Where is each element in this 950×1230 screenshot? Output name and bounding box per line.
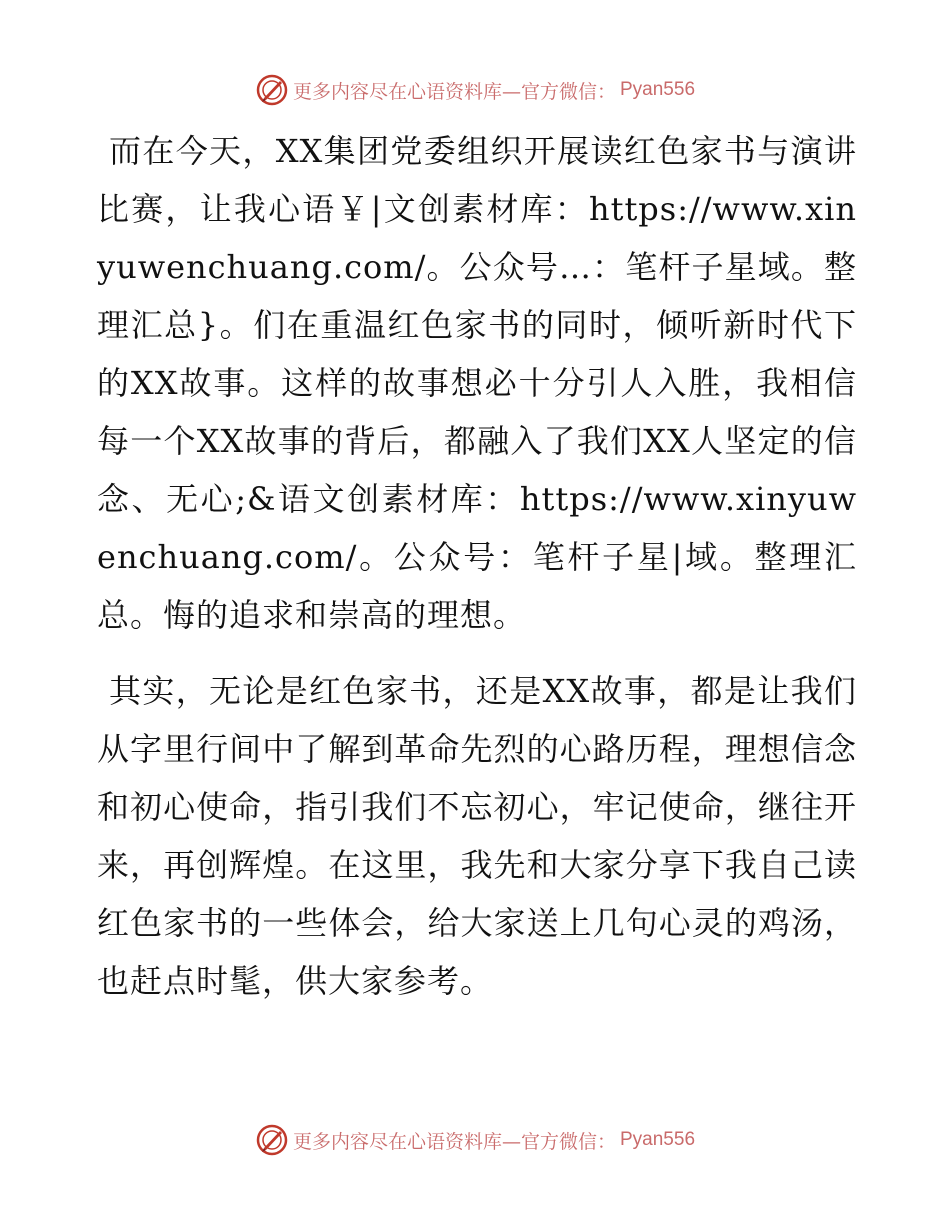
paragraph-2 [97,662,857,1010]
header-banner [0,72,950,108]
paragraph-text: 其实，无论是红色家书，还是XX故事，都是让我们从字里行间中了解到革命先烈的心路历程，理想信念和初心使命，指引我们不忘初心，牢记使命，继往开来，再创辉煌。在这里，我先和大家分享下我自己读红色家书的一些体会，给大家送上几句心灵的鸡汤，也赶点时髦，供大家参考。 [97,672,857,1000]
banner-text: 更多内容尽在心语资料库—官方微信： [292,1130,616,1153]
banner-wechat-handle: Pyan556 [620,79,696,100]
banner-text: 更多内容尽在心语资料库—官方微信： [292,80,616,103]
paragraph-text: 而在今天，XX集团党委组织开展读红色家书与演讲比赛，让我心语￥|文创素材库：https://www.xinyuwenchuang.com/。公众号…：笔杆子星域。整理汇总}。们在重温红色家书的同时，倾听新时代下的XX故事。这样的故事想必十分引人入胜，我相信每一个XX故事的背后，都融入了我们XX人坚定的信念、无心;&语文创素材库：https://www.xinyuwenchuang.com/。公众号：笔杆子星|域。整理汇总。悔的追求和崇高的理想。 [97,132,857,634]
quill-pen-seal-icon [255,1123,289,1157]
paragraph-1 [97,122,857,644]
quill-pen-seal-icon [255,73,289,107]
banner-wechat-handle: Pyan556 [620,1129,696,1150]
footer-banner [0,1122,950,1158]
